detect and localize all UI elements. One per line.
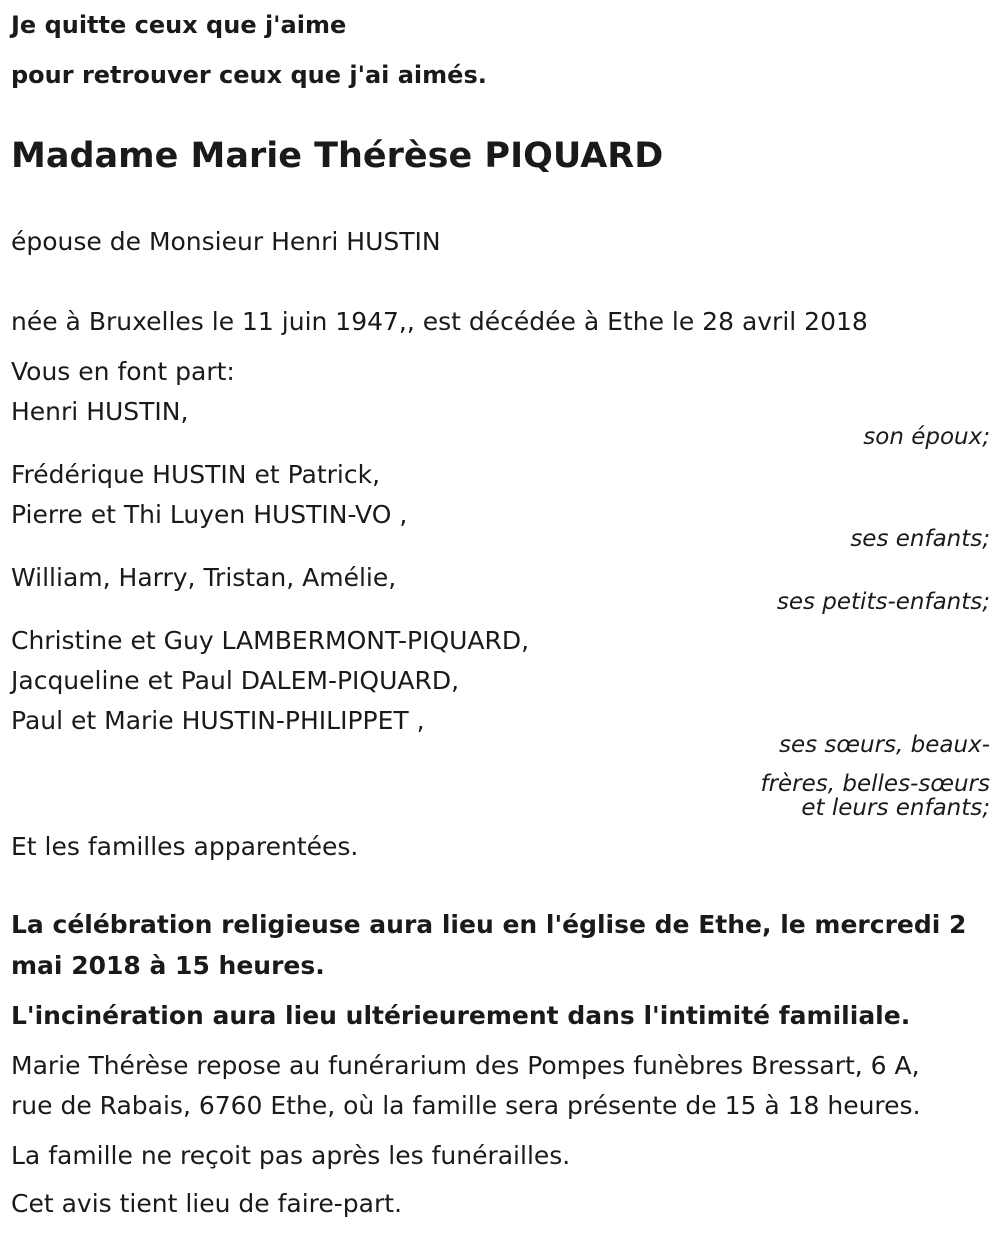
- notice-line: Cet avis tient lieu de faire-part.: [11, 1189, 403, 1218]
- deceased-name: Madame Marie Thérèse PIQUARD: [11, 136, 664, 176]
- epitaph-line-2: pour retrouver ceux que j'ai aimés.: [11, 61, 487, 89]
- family-name-line: Jacqueline et Paul DALEM-PIQUARD,: [11, 666, 460, 695]
- family-name-line: Henri HUSTIN,: [11, 397, 189, 426]
- family-role-label: frères, belles-sœurs: [760, 771, 990, 797]
- no-reception-line: La famille ne reçoit pas après les funérailles.: [11, 1141, 571, 1170]
- family-name-line: William, Harry, Tristan, Amélie,: [11, 563, 397, 592]
- family-name-line: Paul et Marie HUSTIN-PHILIPPET ,: [11, 706, 425, 735]
- family-name-line: Christine et Guy LAMBERMONT-PIQUARD,: [11, 626, 530, 655]
- family-role-label: ses enfants;: [850, 526, 990, 552]
- celebration-line-1: La célébration religieuse aura lieu en l'église de Ethe, le mercredi 2: [11, 910, 967, 939]
- family-role-label: ses petits-enfants;: [776, 589, 990, 615]
- family-role-label: son époux;: [863, 424, 990, 450]
- celebration-line-2: mai 2018 à 15 heures.: [11, 951, 325, 980]
- spouse-line: épouse de Monsieur Henri HUSTIN: [11, 227, 441, 256]
- funerarium-line-1: Marie Thérèse repose au funérarium des Pompes funèbres Bressart, 6 A,: [11, 1051, 920, 1080]
- family-role-label: et leurs enfants;: [801, 795, 990, 821]
- announcement-closing: Et les familles apparentées.: [11, 832, 359, 861]
- funerarium-line-2: rue de Rabais, 6760 Ethe, où la famille sera présente de 15 à 18 heures.: [11, 1091, 921, 1120]
- epitaph-line-1: Je quitte ceux que j'aime: [11, 11, 347, 39]
- family-name-line: Frédérique HUSTIN et Patrick,: [11, 460, 381, 489]
- family-name-line: Pierre et Thi Luyen HUSTIN-VO ,: [11, 500, 408, 529]
- family-role-label: ses sœurs, beaux-: [778, 732, 990, 758]
- birth-death-line: née à Bruxelles le 11 juin 1947,, est décédée à Ethe le 28 avril 2018: [11, 307, 868, 336]
- announcement-intro: Vous en font part:: [11, 357, 235, 386]
- cremation-line: L'incinération aura lieu ultérieurement dans l'intimité familiale.: [11, 1001, 911, 1030]
